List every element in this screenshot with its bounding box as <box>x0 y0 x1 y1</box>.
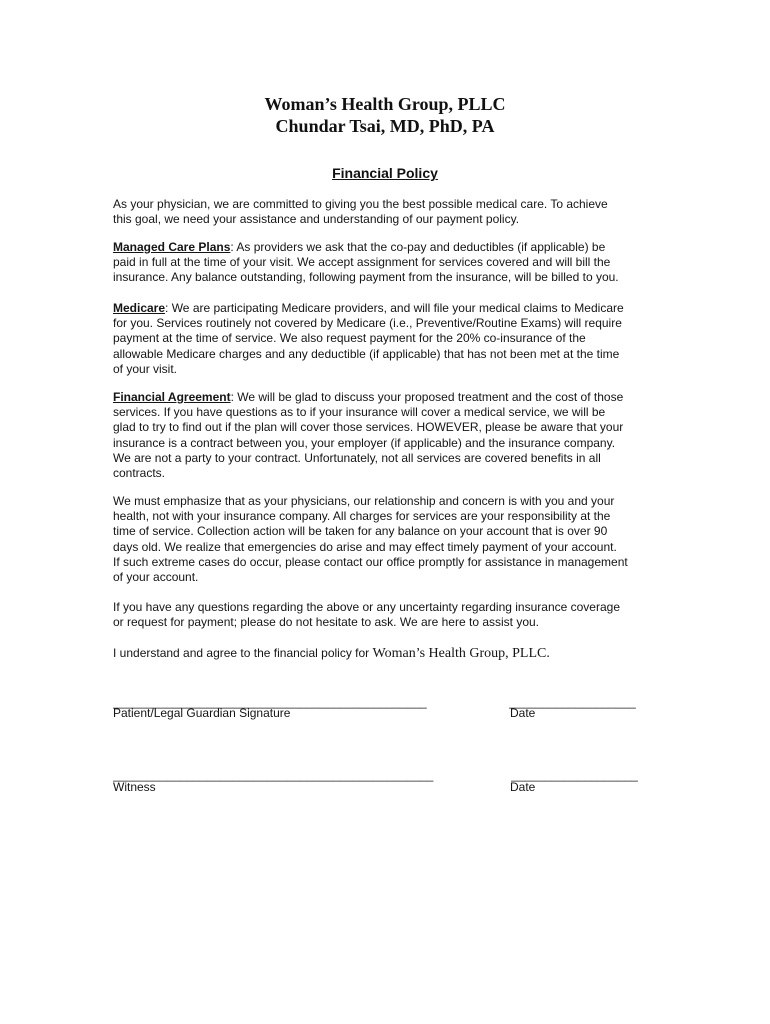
org-name: Woman’s Health Group, PLLC <box>264 94 506 114</box>
managed-care-line-rest: : As providers we ask that the co-pay and deductibles (if applicable) be <box>230 240 606 254</box>
intro-line: As your physician, we are committed to giving you the best possible medical care. To achieve <box>113 197 608 211</box>
financial-agreement-line: insurance is a contract between you, your employer (if applicable) and the insurance company. <box>113 435 616 450</box>
date-line-1[interactable]: ___________________ <box>509 695 636 709</box>
financial-agreement-line: services. If you have questions as to if your insurance will cover a medical service, we will be <box>113 405 606 420</box>
witness-signature-line[interactable]: ________________________________________________ <box>113 768 434 782</box>
questions-line: or request for payment; please do not hesitate to ask. We are here to assist you. <box>113 615 540 630</box>
medicare-line: for you. Services routinely not covered by Medicare (i.e., Preventive/Routine Exams) will require <box>113 316 622 331</box>
agreement-line <box>113 646 658 661</box>
date-label-1: Date <box>510 706 536 720</box>
financial-agreement-line: contracts. <box>113 466 166 481</box>
emphasize-paragraph <box>113 494 658 585</box>
medicare-line: of your visit. <box>113 361 178 376</box>
emphasize-line: health, not with your insurance company. All charges for services are your responsibility at the <box>113 509 611 524</box>
physician-name: Chundar Tsai, MD, PhD, PA <box>275 116 495 136</box>
date-label-2: Date <box>510 780 536 794</box>
agreement-prefix: I understand and agree to the financial policy for <box>113 646 373 660</box>
financial-agreement-line: glad to try to find out if the plan will cover those services. HOWEVER, please be aware that your <box>113 420 624 435</box>
financial-agreement-line-rest: : We will be glad to discuss your proposed treatment and the cost of those <box>230 390 624 404</box>
questions-line: If you have any questions regarding the above or any uncertainty regarding insurance coverage <box>113 600 620 614</box>
managed-care-line: paid in full at the time of your visit. We accept assignment for services covered and will bill the <box>113 255 611 270</box>
questions-paragraph <box>113 600 658 630</box>
medicare-paragraph <box>113 301 658 377</box>
managed-care-heading: Managed Care Plans <box>113 240 231 254</box>
emphasize-line: We must emphasize that as your physicians, our relationship and concern is with you and your <box>113 494 615 508</box>
emphasize-line: days old. We realize that emergencies do arise and may effect timely payment of your account. <box>113 539 617 554</box>
medicare-line: allowable Medicare charges and any deductible (if applicable) that has not been met at the time <box>113 346 620 361</box>
witness-label: Witness <box>113 780 156 794</box>
financial-agreement-heading: Financial Agreement <box>113 390 231 404</box>
managed-care-line: insurance. Any balance outstanding, following payment from the insurance, will be billed to you. <box>113 270 619 285</box>
managed-care-line <box>113 240 658 255</box>
financial-agreement-paragraph <box>113 390 658 481</box>
agreement-org: Woman’s Health Group, PLLC. <box>372 646 550 661</box>
emphasize-line: If such extreme cases do occur, please contact our office promptly for assistance in management <box>113 554 628 569</box>
medicare-line-rest: : We are participating Medicare providers, and will file your medical claims to Medicare <box>165 301 624 315</box>
emphasize-line: of your account. <box>113 570 199 585</box>
agreement-statement <box>113 646 658 661</box>
emphasize-line: time of service. Collection action will be taken for any balance on your account that is over 90 <box>113 524 608 539</box>
financial-agreement-line: We are not a party to your contract. Unfortunately, not all services are covered benefits in all <box>113 450 601 465</box>
policy-title: Financial Policy <box>332 165 438 181</box>
date-line-2[interactable]: ___________________ <box>511 768 638 782</box>
managed-care-paragraph <box>113 240 658 286</box>
patient-signature-label: Patient/Legal Guardian Signature <box>113 706 291 720</box>
medicare-line <box>113 301 658 316</box>
medicare-line: payment at the time of service. We also request payment for the 20% co-insurance of the <box>113 331 586 346</box>
intro-line: this goal, we need your assistance and understanding of our payment policy. <box>113 212 520 227</box>
patient-signature-line[interactable]: _______________________________________________ <box>113 695 427 709</box>
intro-paragraph <box>113 197 658 227</box>
medicare-heading: Medicare <box>113 301 166 315</box>
financial-agreement-line <box>113 390 658 405</box>
